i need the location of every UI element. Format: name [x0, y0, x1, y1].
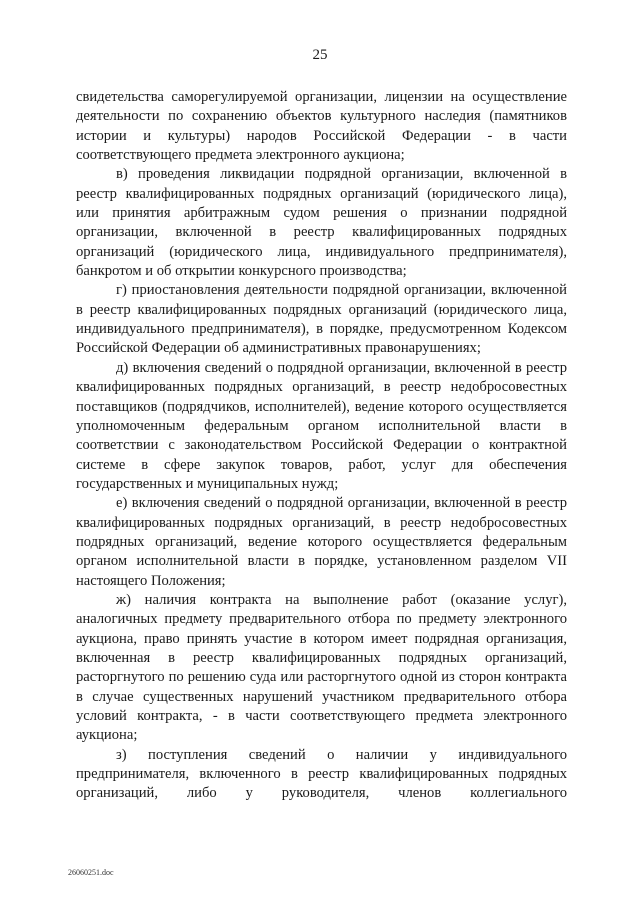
paragraph-item-zh: ж) наличия контракта на выполнение работ (оказание услуг), аналогичных предмету предварительного отбора по предмету электронного аукциона, право принять участие в котором имеет подрядная организация, включенная в реестр квалифицированных подрядных организаций, расторгнутого по решению суда или расторгнутого одной из сторон контракта в случае существенных нарушений участником предварительного отбора условий контракта, - в части соответствующего предмета электронного аукциона;: [76, 591, 567, 744]
paragraph-item-z: з) поступления сведений о наличии у индивидуального предпринимателя, включенного в реестр квалифицированных подрядных организаций, либо у руководителя, членов коллегиального: [76, 746, 567, 802]
paragraph-item-d: д) включения сведений о подрядной организации, включенной в реестр квалифицированных подрядных организаций, в реестр недобросовестных поставщиков (подрядчиков, исполнителей), ведение которого осуществляется уполномоченным федеральным органом исполнительной власти в соответствии с законодательством Российской Федерации о контрактной системе в сфере закупок товаров, работ, услуг для обеспечения государственных и муниципальных нужд;: [76, 359, 567, 492]
paragraph-item-e: е) включения сведений о подрядной организации, включенной в реестр квалифицированных подрядных организаций, в реестр недобросовестных подрядных организаций, ведение которого осуществляется федеральным органом исполнительной власти в порядке, установленном разделом VII настоящего Положения;: [76, 495, 567, 589]
document-body: [76, 88, 567, 804]
paragraph-continuation: свидетельства саморегулируемой организации, лицензии на осуществление деятельности по сохранению объектов культурного наследия (памятников истории и культуры) народов Российской Федерации - в части соответствующего предмета электронного аукциона;: [76, 89, 567, 164]
footer-file-code: 26060251.doc: [68, 868, 114, 877]
paragraph-item-g: г) приостановления деятельности подрядной организации, включенной в реестр квалифицированных подрядных организаций (юридического лица, индивидуального предпринимателя), в порядке, предусмотренном Кодексом Российской Федерации об административных правонарушениях;: [76, 282, 567, 357]
paragraph-item-v: в) проведения ликвидации подрядной организации, включенной в реестр квалифицированных подрядных организаций (юридического лица), или принятия арбитражным судом решения о признании подрядной организации, включенной в реестр квалифицированных подрядных организаций (юридического лица, индивидуального предпринимателя), банкротом и об открытии конкурсного производства;: [76, 166, 567, 280]
page-number: 25: [312, 47, 328, 63]
